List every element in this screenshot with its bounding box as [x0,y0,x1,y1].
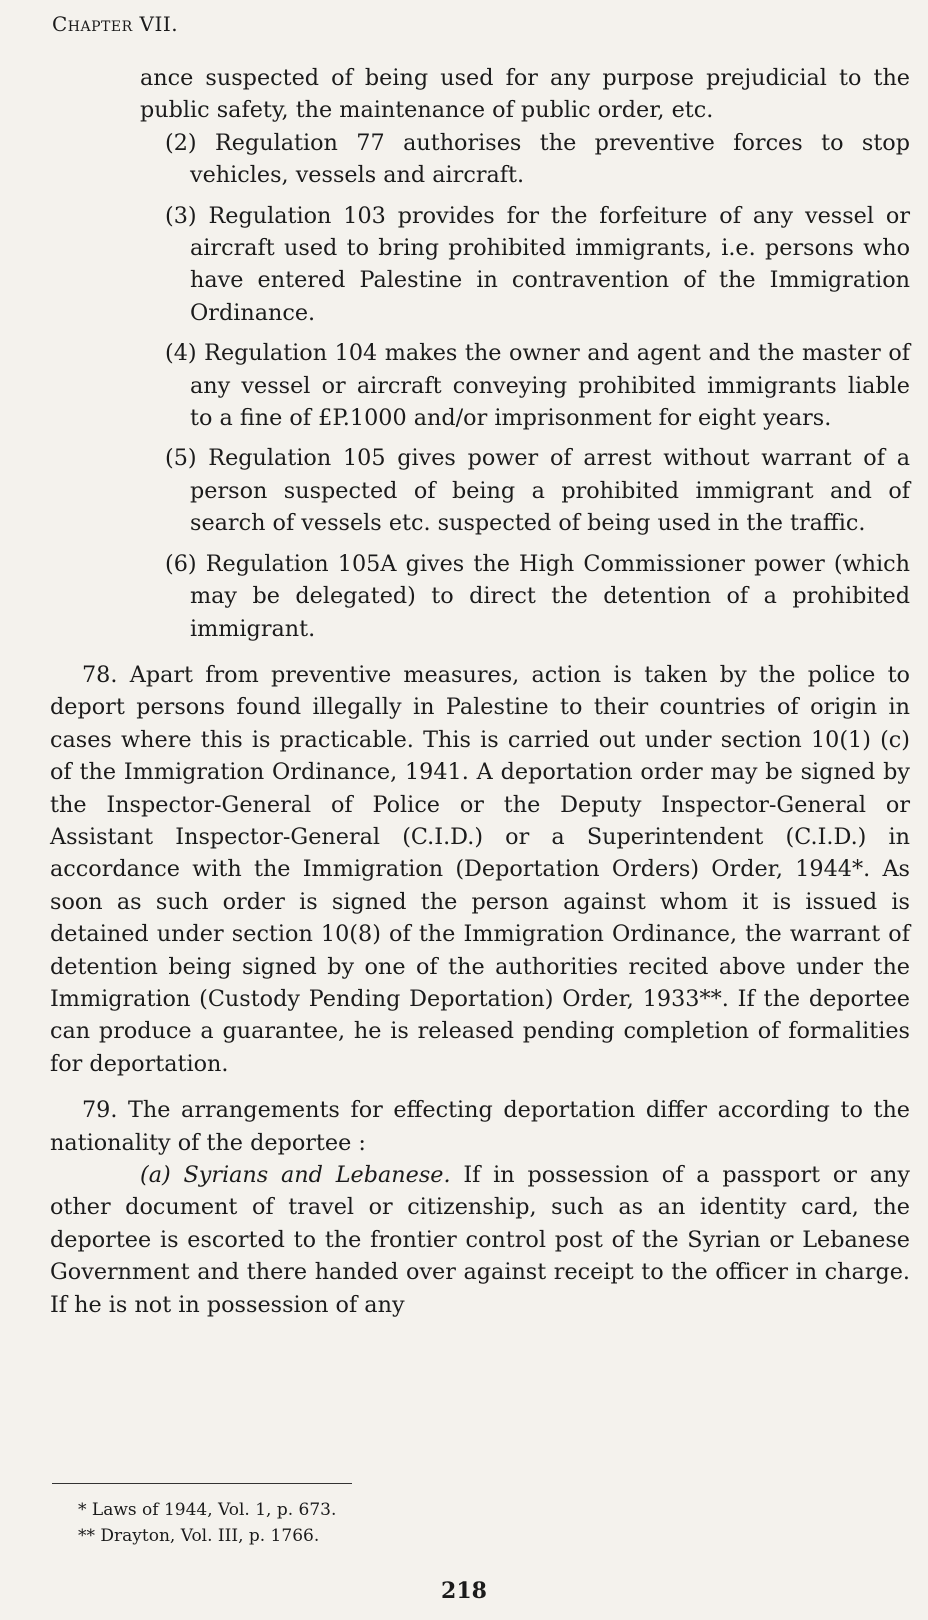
paragraph-78: 78. Apart from preventive measures, action is taken by the police to deport persons found illegally in Palestine to their countries of origin in cases where this is practicable. This is carried out under section 10(1) (c) of the Immigration Ordinance, 1941. A deportation order may be signed by the Inspector-General of Police or the Deputy Inspector-General or Assistant Inspector-General (C.I.D.) or a Superintendent (C.I.D.) in accordance with the Immigration (Deportation Orders) Order, 1944*. As soon as such order is signed the person against whom it is issued is detained under section 10(8) of the Immigration Ordinance, the warrant of detention being signed by one of the authorities recited above under the Immigration (Custody Pending Deportation) Order, 1933**. If the deportee can produce a guarantee, he is released pending completion of formalities for deportation. [50,661,910,1077]
paragraph-79: 79. The arrangements for effecting deportation differ according to the nationality of the deportee : [50,1097,910,1156]
footnote-2: ** Drayton, Vol. III, p. 1766. [78,1526,320,1546]
continuation-paragraph: ance suspected of being used for any purpose prejudicial to the public safety, the maintenance of public order, etc. [140,65,910,124]
regulation-item-4: (4) Regulation 104 makes the owner and agent and the master of any vessel or aircraft conveying prohibited immigrants liable to a fine of £P.1000 and/or imprisonment for eight years. [165,340,910,432]
regulation-item-5: (5) Regulation 105 gives power of arrest without warrant of a person suspected of being a prohibited immigrant and of search of vessels etc. suspected of being used in the traffic. [165,445,910,537]
regulation-item-2: (2) Regulation 77 authorises the preventive forces to stop vehicles, vessels and aircraft. [165,129,910,189]
regulation-item-3: (3) Regulation 103 provides for the forfeiture of any vessel or aircraft used to bring prohibited immigrants, i.e. persons who have entered Palestine in contravention of the Immigration Ordinance. [165,202,910,326]
body-text [50,62,910,1321]
subparagraph-a-text: If in possession of a passport or any other document of travel or citizenship, such as an identity card, the deportee is escorted to the frontier control post of the Syrian or Lebanese Government and there handed over against receipt to the officer in charge. If he is not in possession of any [50,1162,910,1318]
subparagraph-a [50,1159,910,1321]
subparagraph-a-heading: (a) Syrians and Lebanese. [140,1162,451,1188]
page-number: 218 [441,1578,487,1604]
chapter-heading: Chapter VII. [52,12,179,36]
regulation-item-6: (6) Regulation 105A gives the High Commissioner power (which may be delegated) to direct the detention of a prohibited immigrant. [165,550,910,642]
footnote-divider [52,1483,352,1484]
footnote-1: * Laws of 1944, Vol. 1, p. 673. [78,1500,337,1520]
footnotes [78,1497,336,1549]
